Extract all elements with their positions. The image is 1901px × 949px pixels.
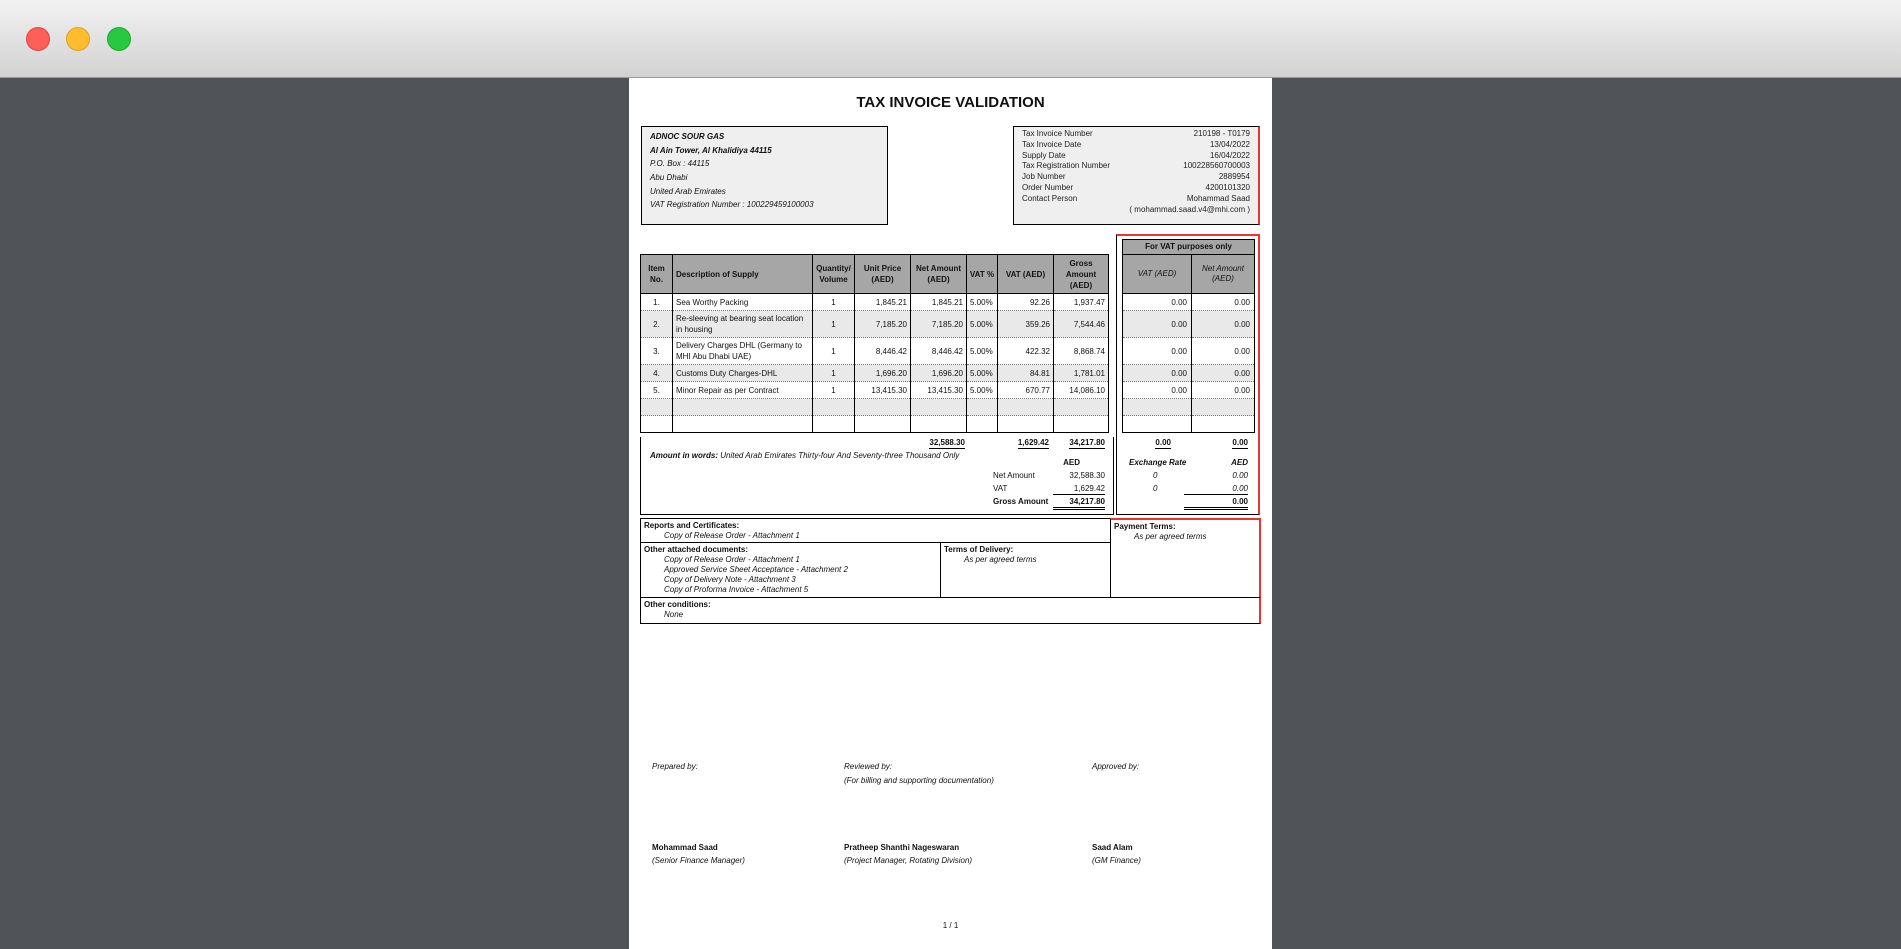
info-label: Tax Invoice Number	[1022, 129, 1093, 138]
col-header: VAT (AED)	[1123, 255, 1192, 294]
table-row	[641, 294, 1109, 311]
item-qty: 1	[813, 365, 855, 382]
item-vat: 359.26	[998, 311, 1054, 338]
col-header: VAT (AED)	[998, 255, 1054, 294]
summary-gross-value: 34,217.80	[1053, 497, 1105, 510]
reviewer-role: (Project Manager, Rotating Division)	[844, 856, 973, 865]
summary-vat-value: 1,629.42	[1053, 484, 1105, 495]
item-qty: 1	[813, 338, 855, 365]
window-titlebar	[0, 0, 1901, 78]
item-vat-pct: 5.00%	[967, 365, 998, 382]
amount-in-words-label: Amount in words:	[650, 451, 718, 460]
reviewed-by-note: (For billing and supporting documentation)	[844, 776, 994, 785]
table-row-empty	[1123, 399, 1255, 416]
reports-label: Reports and Certificates:	[644, 521, 740, 530]
vat-panel-title: For VAT purposes only	[1123, 240, 1255, 255]
table-row	[1123, 294, 1255, 311]
line-items-table	[640, 254, 1109, 433]
vat-panel-aed-gross: 0.00	[1184, 497, 1248, 510]
net-value: 0.00	[1192, 294, 1255, 311]
supplier-country: United Arab Emirates	[650, 186, 726, 196]
net-value: 0.00	[1192, 382, 1255, 399]
col-header: Gross Amount (AED)	[1054, 255, 1109, 294]
attachments-box	[640, 542, 941, 598]
invoice-info-box	[1013, 126, 1260, 225]
item-qty: 1	[813, 382, 855, 399]
preparer-name: Mohammad Saad	[652, 843, 718, 852]
vat-value: 0.00	[1123, 311, 1192, 338]
info-value: 100228560700003	[1183, 161, 1250, 171]
item-vat: 670.77	[998, 382, 1054, 399]
invoice-info-row	[1022, 161, 1250, 172]
vat-panel-total-net: 0.00	[1232, 438, 1248, 447]
item-net: 7,185.20	[911, 311, 967, 338]
invoice-info-row	[1022, 151, 1250, 162]
item-vat: 84.81	[998, 365, 1054, 382]
item-no: 3.	[641, 338, 673, 365]
conditions-value: None	[664, 610, 684, 619]
reviewed-by-caption: Reviewed by:	[844, 762, 893, 771]
summary-currency-label: AED	[1063, 458, 1080, 467]
approver-role: (GM Finance)	[1092, 856, 1141, 865]
col-header: Net Amount (AED)	[911, 255, 967, 294]
approver-name: Saad Alam	[1092, 843, 1133, 852]
vat-value: 0.00	[1123, 382, 1192, 399]
table-row	[641, 382, 1109, 399]
info-value: 210198 - T0179	[1193, 129, 1250, 138]
summary-gross-label: Gross Amount	[993, 497, 1049, 506]
vat-panel-aed-label: AED	[1231, 458, 1248, 467]
vat-panel-aed-net: 0.00	[1232, 471, 1248, 480]
col-header: Item No.	[641, 255, 673, 294]
page-number: 1 / 1	[942, 921, 959, 930]
table-row	[1123, 311, 1255, 338]
item-no: 5.	[641, 382, 673, 399]
document-page	[629, 78, 1272, 949]
amount-in-words	[650, 451, 959, 461]
table-row-empty	[641, 399, 1109, 416]
item-gross: 7,544.46	[1054, 311, 1109, 338]
info-label: Supply Date	[1022, 150, 1066, 160]
total-gross-amount: 34,217.80	[1069, 438, 1105, 447]
payment-value: As per agreed terms	[1134, 532, 1207, 541]
item-desc: Re-sleeving at bearing seat location in housing	[673, 311, 813, 338]
invoice-info-row	[1022, 205, 1250, 216]
supplier-name: ADNOC SOUR GAS	[650, 132, 725, 141]
table-row	[1123, 365, 1255, 382]
delivery-terms-box	[940, 542, 1111, 598]
info-label: Order Number	[1022, 182, 1074, 192]
item-vat-pct: 5.00%	[967, 294, 998, 311]
info-value: Mohammad Saad	[1186, 193, 1250, 203]
item-unit-price: 7,185.20	[855, 311, 911, 338]
item-no: 1.	[641, 294, 673, 311]
vat-panel-header-row	[1123, 255, 1255, 294]
vat-panel-title-row	[1123, 240, 1255, 255]
attachment-item: Approved Service Sheet Acceptance - Attachment 2	[664, 565, 848, 574]
amount-in-words-value: United Arab Emirates Thirty-four And Seventy-three Thousand Only	[720, 451, 960, 460]
col-header: Net Amount (AED)	[1192, 255, 1255, 294]
close-window-button[interactable]	[26, 27, 50, 51]
vat-value: 0.00	[1123, 365, 1192, 382]
item-gross: 8,868.74	[1054, 338, 1109, 365]
attachments-label: Other attached documents:	[644, 545, 749, 554]
invoice-info-row	[1022, 183, 1250, 194]
item-net: 8,446.42	[911, 338, 967, 365]
item-desc: Delivery Charges DHL (Germany to MHI Abu Dhabi UAE)	[673, 338, 813, 365]
reports-box	[640, 518, 1111, 543]
item-vat-pct: 5.00%	[967, 382, 998, 399]
item-vat: 422.32	[998, 338, 1054, 365]
item-desc: Customs Duty Charges-DHL	[673, 365, 813, 382]
minimize-window-button[interactable]	[66, 27, 90, 51]
maximize-window-button[interactable]	[107, 27, 131, 51]
reviewer-name: Pratheep Shanthi Nageswaran	[844, 843, 960, 852]
item-no: 2.	[641, 311, 673, 338]
item-unit-price: 1,845.21	[855, 294, 911, 311]
supplier-address-box	[641, 126, 888, 225]
col-header: Unit Price (AED)	[855, 255, 911, 294]
supplier-po-box: P.O. Box : 44115	[650, 159, 710, 169]
item-gross: 14,086.10	[1054, 382, 1109, 399]
attachment-item: Copy of Release Order - Attachment 1	[664, 555, 800, 564]
net-value: 0.00	[1192, 311, 1255, 338]
reports-item: Copy of Release Order - Attachment 1	[664, 531, 800, 540]
vat-panel-aed-vat: 0.00	[1184, 484, 1248, 495]
item-net: 1,696.20	[911, 365, 967, 382]
attachment-item: Copy of Proforma Invoice - Attachment 5	[664, 585, 809, 594]
payment-label: Payment Terms:	[1114, 522, 1176, 531]
supplier-city: Abu Dhabi	[650, 173, 688, 183]
invoice-info-row	[1022, 194, 1250, 205]
total-vat-amount: 1,629.42	[1017, 438, 1049, 447]
invoice-info-row	[1022, 129, 1250, 140]
item-desc: Sea Worthy Packing	[673, 294, 813, 311]
net-value: 0.00	[1192, 338, 1255, 365]
summary-net-value: 32,588.30	[1069, 471, 1105, 480]
attachment-item: Copy of Delivery Note - Attachment 3	[664, 575, 796, 584]
item-qty: 1	[813, 311, 855, 338]
info-value: 2889954	[1218, 172, 1250, 182]
item-net: 1,845.21	[911, 294, 967, 311]
supplier-vat-reg: VAT Registration Number : 100229459100003	[650, 200, 814, 210]
payment-terms-box	[1110, 518, 1261, 598]
vat-value: 0.00	[1123, 294, 1192, 311]
summary-net-label: Net Amount	[993, 471, 1035, 480]
conditions-label: Other conditions:	[644, 600, 711, 609]
vat-purposes-table	[1122, 239, 1255, 433]
other-conditions-box	[640, 597, 1261, 624]
invoice-info-row	[1022, 140, 1250, 151]
item-unit-price: 13,415.30	[855, 382, 911, 399]
contact-email: ( mohammad.saad.v4@mhi.com )	[1129, 204, 1250, 214]
item-vat-pct: 5.00%	[967, 338, 998, 365]
info-value: 4200101320	[1205, 182, 1250, 192]
vat-value: 0.00	[1123, 338, 1192, 365]
vat-panel-total-vat: 0.00	[1155, 438, 1171, 447]
info-label: Contact Person	[1022, 193, 1078, 203]
delivery-label: Terms of Delivery:	[944, 545, 1014, 554]
item-gross: 1,781.01	[1054, 365, 1109, 382]
table-row	[641, 365, 1109, 382]
item-qty: 1	[813, 294, 855, 311]
item-vat-pct: 5.00%	[967, 311, 998, 338]
table-row	[641, 338, 1109, 365]
item-unit-price: 8,446.42	[855, 338, 911, 365]
table-row	[1123, 382, 1255, 399]
net-value: 0.00	[1192, 365, 1255, 382]
exchange-rate-vat: 0	[1153, 484, 1158, 493]
invoice-info-row	[1022, 172, 1250, 183]
exchange-rate-label: Exchange Rate	[1129, 458, 1187, 467]
info-value: 16/04/2022	[1209, 150, 1250, 160]
info-value: 13/04/2022	[1209, 139, 1250, 149]
exchange-rate-net: 0	[1153, 471, 1158, 480]
prepared-by-caption: Prepared by:	[652, 762, 698, 771]
item-net: 13,415.30	[911, 382, 967, 399]
table-header-row	[641, 255, 1109, 294]
item-gross: 1,937.47	[1054, 294, 1109, 311]
col-header: VAT %	[967, 255, 998, 294]
supplier-address: Al Ain Tower, Al Khalidiya 44115	[650, 145, 772, 155]
table-row	[641, 311, 1109, 338]
table-row-empty	[1123, 416, 1255, 433]
total-net-amount: 32,588.30	[929, 438, 965, 447]
preparer-role: (Senior Finance Manager)	[652, 856, 745, 865]
item-vat: 92.26	[998, 294, 1054, 311]
table-row	[1123, 338, 1255, 365]
item-desc: Minor Repair as per Contract	[673, 382, 813, 399]
col-header: Quantity/ Volume	[813, 255, 855, 294]
approved-by-caption: Approved by:	[1092, 762, 1140, 771]
summary-vat-label: VAT	[993, 484, 1008, 493]
item-unit-price: 1,696.20	[855, 365, 911, 382]
document-title: TAX INVOICE VALIDATION	[856, 94, 1045, 111]
item-no: 4.	[641, 365, 673, 382]
info-label: Tax Invoice Date	[1022, 139, 1082, 149]
delivery-value: As per agreed terms	[964, 555, 1037, 564]
table-row-empty	[641, 416, 1109, 433]
info-label: Tax Registration Number	[1022, 161, 1111, 171]
col-header: Description of Supply	[673, 255, 813, 294]
info-label: Job Number	[1022, 172, 1066, 182]
